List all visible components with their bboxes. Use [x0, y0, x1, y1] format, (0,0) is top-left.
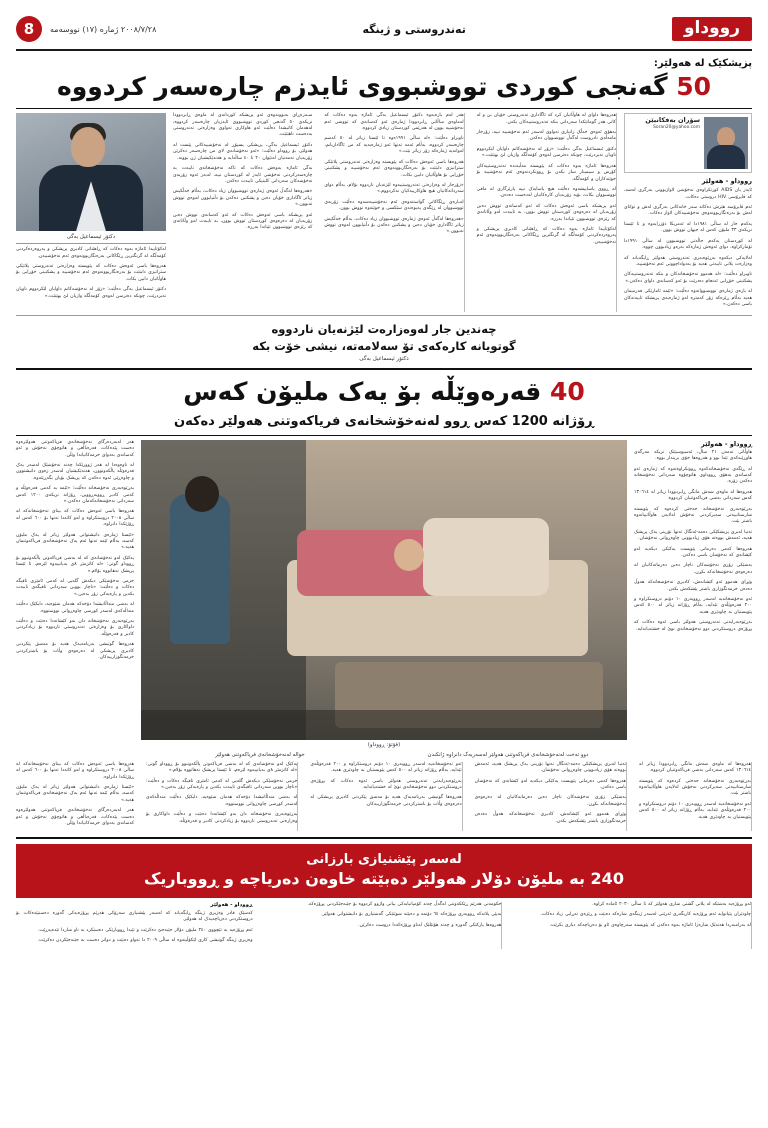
article-aids: [16, 58, 752, 370]
article3-banner-number: 240: [590, 869, 624, 889]
article2-lower-col-1: [16, 762, 134, 832]
article1-col4-text: هەروەها داوای لە هاوڵاتیان کرد کە ئاگاداری تەندروستی خۆیان بن و لە کاتی هەر گومانێکدا سەردانی بنکە تەندروستییەکان بکەن. بەهۆی ئەوەی خەڵک زانیاری تەواوی لەسەر ئەم نەخۆشییە نییە، زۆرجار مامەڵەی نادروست لەگەڵ تووشبووان دەکەن. دکتۆر ئیسماعیل بەگی دەڵێت: «زۆر لە نەخۆشەکانم داوایان لێکردووم ناویان نەبردرێت، چونکە دەترسن لەوەی کۆمەڵگە وازیان لێ بهێنێت.» هەروەها ئاماژە بەوە دەکات کە پێویستە مەڵبەندە تەندروستییەکان کۆرس و سیمینار ساز بکەن بۆ ڕوونکردنەوەی ئەم نەخۆشییە بۆ خوێندکاران و کۆمەڵگە. لە ڕووی یاساییشەوە دەڵێت هیچ یاسایەک نییە پارێزگاری لە مافی تووشبووان بکات، بۆیە زۆربەیان کارەکانیان لەدەست دەدەن. ئەو پزیشکە باسی ئەوەش دەکات کە ئەو کەسانەی تووش دەبن زۆربەیان لە دەرەوەی کوردستان تووش بوون، بە تایبەت لەو وڵاتانەی کە رێژەی تووشبوون تێیاندا بەرزە. لەکۆتاییدا ئاماژە بەوە دەکات کە ڕاهێنانی کادیری پزیشکی و پەروەردەکردنی کۆمەڵگە لە گرنگترین ڕێگاکانی بەرەنگاربوونەوەی ئەم نەخۆشییەن.: [476, 113, 616, 245]
hospital-photo: [141, 440, 627, 740]
article1-column-2: [173, 113, 312, 312]
article2-lower-col2-text: یەکێک لەو نەخۆشانەی کە لە بەشی فریاکەوتن پاڵکەوتبوو بۆ ڕووداو گوتی: «لە کاتژمێر ٨ی بەیانییەوە لێرەم، تا ئێستا پزیشک نەهاتووە بۆلام.» خزمی نەخۆشێکی دیکەش گلەیی لە کەمی ئامێری تاقیگە دەکات و دەڵێت: «ناچار بووین سەردانی تاقیگەی تایبەت بکەین و پارەیەکی زۆر بدەین.» لە بەشی منداڵانیشدا دۆخەکە هەمان شێوەیە، دایکێک دەڵێت منداڵەکەی لەسەر کورسی چاوەڕوانی نووستووە. بەڕێوەبەری نەخۆشخانە دان بەو کێشانەدا دەنێت و دەڵێت داواکاری بۆ وەزارەتی تەندروستی ناردووە بۆ زیادکردنی کادیر و قەرەوێڵە.: [146, 761, 298, 824]
divider: [16, 243, 166, 244]
page-number: 8: [16, 16, 42, 42]
article2-headline: [16, 376, 752, 407]
article1-body: [16, 113, 752, 312]
article2-subheadline: ڕۆژانە 1200 کەس ڕوو لەنەخۆشخانەی فریاکەوتنی هەولێر دەکەن: [173, 413, 595, 429]
article3-col1-text: کەسێک قادر وەزیری ژینگە ڕایگەیاند کە لەسەر پێشنیازی سەرۆکی هەرێم پڕۆژەیەکی گەورە دەستپێدەکات بۆ دروستکردنی دەریاچەیەک لە هەولێر. ئەم پڕۆژەیە بە تێچووی ٢٤٠ ملیۆن دۆلار جێبەجێ دەکرێت و تێیدا ڕووبارێکی دەستکرد بە ناو شاردا تێدەپەڕێت. وەزیری ژینگە گوتیشی کاری لێکۆڵینەوە لە ساڵی ٢٠٠٩ دا تەواو دەبێت و دواتر دەست بە جێبەجێکردن دەکرێت.: [15, 911, 253, 944]
author-box: [624, 113, 752, 173]
article2-top: [16, 440, 752, 748]
pullquote-source: دکتۆر ئیسماعیل بەگی: [359, 356, 409, 363]
article3-col3-text: ئەو پڕۆژەیە بەشێکە لە پلانی گشتی شاری هەولێر کە تا ساڵی ٢٠٣٠ ئامادە کراوە. چاودێران پێیانوایە ئەم پڕۆژەیە کاریگەری ئەرێنی لەسەر ژینگەی شارەکە دەبێت و ڕێژەی تەڕایی زیاد دەکات. لە بەرامبەردا هەندێک شارەزا ئاماژە بەوە دەکەن کە پێویستە سەرچاوەی ئاو بۆ دەریاچەکە دیاری بکرێت.: [540, 902, 751, 928]
article1-headline: [16, 71, 752, 102]
article3-col2-text: حکومەتی هەرێم ڕێککەوتنی لەگەڵ چەند کۆمپانیایەکی بیانی واژوو کردووە بۆ جێبەجێکردنی پڕۆژەکە. بەپێی پلانەکە ڕووبەری پڕۆژەکە ٦٤ دۆنمە و دەبێتە شوێنێکی گەشتیاری بۆ دانیشتوانی هەولێر. هەروەها پارکێکی گەورە و چەند هۆتێلێک لەناو پڕۆژەکەدا دروست دەکرێن.: [307, 902, 502, 928]
article-hospital: [16, 376, 752, 831]
article3-banner-headline-text: بە ملیۆن دۆلار هەولێر دەبێتە خاوەن دەریاچە و ڕووباریک: [144, 869, 585, 889]
masthead-right: [16, 16, 156, 42]
article3-column-2: [260, 902, 503, 949]
newspaper-logo: رووداو: [672, 17, 752, 41]
article1-headline-text: گەنجی کوردی تووشبووی ئایدزم چارەسەر کردووە: [56, 72, 668, 101]
article2-byline: ڕووداو - هەولێر: [701, 439, 752, 448]
article2-photo-wrap: [141, 440, 627, 748]
article1-col2-text: سـەرەڕای بەبوونەوەی ئەو پزیشکە کوردانەی لە ماوەی ڕابردوودا نزیکەی ٥٠ گەنجی کوردی تووشبووی ئایدزیان چارەسەر کردووە، لەهەمان کاتیشدا دەڵێت ئەو هاوکاری تەواوی وەزارەتی تەندروستی بەدەست ناهێنێت. دکتۆر ئیسماعیل بەگی، پزیشکی پسپۆڕ لە نەخۆشییەکانی پێست لە هەولێر، بۆ رووداو دەڵێت: «ئەو نەخۆشانەی لای من چارەسەر دەکرێن زۆربەیان تەمەنیان لەنێوان ٢٠ تا ٤٠ ساڵدایە و هەندێکیشیان ژن بوونە. بەگی ئاماژە بەوەش دەکات کە تاکە نەخۆشخانەی تایبەت بە چارەسەرکردنی نەخۆشی ئایدز لە کوردستان نییە، لەبەر ئەوە زۆربەی نەخۆشەکان سەردانی کلینیکی تایبەت دەکەن. «هەروەها لەگەڵ ئەوەی ژمارەی تووشبووان زیاد دەکات، بەڵام خەڵکیش زیاتر ئاگاداری خۆیان دەبن و پشکنین دەکەن بۆ دڵنیابوون لەوەی تووش نەبوون.» ئەو پزیشکە باسی ئەوەش دەکات کە ئەو کەسانەی تووش دەبن زۆربەیان لە دەرەوەی کوردستان تووش بوون، بە تایبەت لەو وڵاتانەی کە رێژەی تووشبوون تێیاندا بەرزە.: [173, 113, 313, 231]
article2-lower-col3-text: ئەو نەخۆشخانەیە لەسەر ڕووبەری ١٠ دۆنم دروستکراوە و ٢٠٠ قەرەوێڵەی تێدایە، بەڵام ڕۆژانە زیاتر لە ٥٠٠ کەس پێویستیان بە چاودێری هەیە. بەڕێوەبەرایەتی تەندروستی هەولێر باسی ئەوە دەکات کە پڕۆژەی دروستکردنی دوو نەخۆشخانەی نوێ لە خشتەیاندایە. هەروەها گوتیشی بەرنامەیەک هەیە بۆ مەشق پێکردنی کادیری پزیشکی لە دەرەوەی وڵات بۆ باشترکردنی خزمەتگوزارییەکان.: [310, 761, 462, 807]
hospital-caption-2: دوو تەخت لەنەخۆشخانەی فریاکەوتنی هەولێر لەسەریەک دانراوە ژانکندن: [427, 751, 589, 758]
article1-middle-columns: [173, 113, 617, 312]
article2-col1-text: هەر لەبەردەرگای نەخۆشخانەی فریاکەوتنی هەولێرەوە دەست پێدەکات، قەرەباڵغی و هاتوچۆی نەخۆش و ئەو کەسانەی بەدوای خزمەکانیاندا وێڵن. لە ناوەوەدا لە هەر ژوورێکدا چەند نەخۆشێک لەسەر یەک قەرەوێڵە پاڵکەوتوون، هەندێکیشیان لەسەر زەوی دانیشتوون و چاوەڕێی ئەوە دەکەن کە پزیشک بۆیان بگەڕێتەوە. بەڕێوەبەری نەخۆشخانە دەڵێت: «ئێمە بە کەمی قەرەوێڵە و کەمی کادیر ڕووبەڕووین، ڕۆژانە نزیکەی ١٢٠٠ کەس سەردانی نەخۆشخانەکەمان دەکەن.» هەروەها باسی ئەوەش دەکات کە بینای نەخۆشخانەکە لە ساڵی ٢٠٠٨ دروستکراوە و لەو کاتەدا تەنها بۆ ٦٠٠ کەس لە ڕۆژێکدا دانراوە. «ئێستا ژمارەی دانیشتوانی هەولێر زیاتر لە یەک ملیۆن کەسە، بەڵام ئێمە تەنها ئەم یەک نەخۆشخانەی فریاکەوتنمان هەیە.» یەکێک لەو نەخۆشانەی کە لە بەشی فریاکەوتن پاڵکەوتبوو بۆ ڕووداو گوتی: «لە کاتژمێر ٨ی بەیانییەوە لێرەم، تا ئێستا پزیشک نەهاتووە بۆلام.» خزمی نەخۆشێکی دیکەش گلەیی لە کەمی ئامێری تاقیگە دەکات و دەڵێت: «ناچار بووین سەردانی تاقیگەی تایبەت بکەین و پارەیەکی زۆر بدەین.» لە بەشی منداڵانیشدا دۆخەکە هەمان شێوەیە، دایکێک دەڵێت منداڵەکەی لەسەر کورسی چاوەڕوانی نووستووە. بەڕێوەبەری نەخۆشخانە دان بەو کێشانەدا دەنێت و دەڵێت داواکاری بۆ وەزارەتی تەندروستی ناردووە بۆ زیادکردنی کادیر و قەرەوێڵە. هەروەها گوتیشی بەرنامەیەک هەیە بۆ مەشق پێکردنی کادیری پزیشکی لە دەرەوەی وڵات بۆ باشترکردنی خزمەتگوزارییەکان.: [16, 439, 135, 661]
author-name: سۆران بەفکانبێن: [645, 116, 700, 125]
hospital-caption-1: خوالە لەنەخۆشخانەی فریاکەوتنی هەولێر: [215, 751, 305, 758]
article3-byline: ڕووداو - هەولێر: [210, 902, 253, 909]
article3-banner-kicker: لەسەر پێشنیازی بارزانی: [306, 852, 462, 868]
doctor-photo-caption: دکتۆر ئیسماعیل بەگی: [66, 234, 116, 241]
article2-lower-col5-text: هەروەها لە ماوەی شەش مانگی ڕابردوودا زیاتر لە ١٣٠٦١٤ کەس سەردانی بەشی فریاکەوتنیان کردووە. بەڕێوەبەری نەخۆشخانە جەختی کردەوە کە پێویستە شارستانییەتی سەیرکردنی نەخۆش لەلایەن هاوڵاتییانەوە باشتر بێت. ئەو نەخۆشخانەیە لەسەر ڕووبەری ١٠ دۆنم دروستکراوە و ٢٠٠ قەرەوێڵەی تێدایە، بەڵام ڕۆژانە زیاتر لە ٥٠٠ کەس پێویستیان بە چاودێری هەیە.: [639, 761, 752, 820]
article1-column-3: [319, 113, 464, 312]
author-photo: [704, 117, 748, 169]
article2-col5-text: هاوڵاتی تەمەن ٢١ ساڵ، ئەسیوسیێتک نزیکە مەرگەی هاوڕێیەکەی تێدا بوو و هەروەها خۆی بریندار بووە. لە ڕێگەی نەخۆشخانەکەوە ڕوونکراوەتەوە کە ژمارەی ئەو کەسانەی بەهۆی ڕووداوی هاتوچۆوە سەردانی نەخۆشخانە دەکەن زۆرە. هەروەها لە ماوەی شەش مانگی ڕابردوودا زیاتر لە ١٣٠٦١٤ کەس سەردانی بەشی فریاکەوتنیان کردووە. بەڕێوەبەری نەخۆشخانە جەختی کردەوە کە پێویستە شارستانییەتی سەیرکردنی نەخۆش لەلایەن هاوڵاتییانەوە باشتر بێت. تەنیا لەبری پزیشکێکی دەمە-ئەنگال تەنها نۆرینی یەک پزیشک هەیە، ئەمەش بووەتە هۆی زیادبوونی چاوەڕوانی نەخۆشان. هەروەها کەمی دەرمانی پێویست یەکێکی دیکەیە لەو کێشانەی کە نەخۆشان باسی دەکەن. بەشێکی زۆری نەخۆشەکان ناچار دەبن دەرمانەکانیان لە دەرەوەی نەخۆشخانەکە بکڕن. وێڕای هەموو ئەو کێشانەش، کادیری نەخۆشخانەکە هەوڵ دەدەن خزمەتگوزاری باشتر پێشکەش بکەن. ئەو نەخۆشخانەیە لەسەر ڕووبەری ١٠ دۆنم دروستکراوە و ٢٠٠ قەرەوێڵەی تێدایە، بەڵام ڕۆژانە زیاتر لە ٥٠٠ کەس پێویستیان بە چاودێری هەیە. بەڕێوەبەرایەتی تەندروستی هەولێر باسی ئەوە دەکات کە پڕۆژەی دروستکردنی دوو نەخۆشخانەی نوێ لە خشتەیاندایە.: [634, 449, 753, 632]
divider: [16, 368, 752, 370]
article2-lower-col-5: [634, 762, 752, 832]
author-email: Soran20@yahoo.com: [653, 125, 700, 131]
pullquote-line2: گوتویانە کارەکەی تۆ سەلامەتە، نیشی خۆت بکە: [252, 339, 516, 354]
article1-column-5: [624, 113, 752, 312]
article2-column-right: [634, 440, 752, 748]
article3-banner: [16, 844, 752, 898]
section-title: تەندروستی و ژینگە: [362, 22, 466, 36]
article3-column-1: [16, 902, 253, 949]
article2-headline-number: 40: [550, 377, 585, 407]
doctor-photo: [16, 113, 166, 231]
issue-info: ٢٠٠٨/٧/٢٨ ژمارە (١٧) نووسەمە: [50, 24, 157, 34]
article-lake-project: [16, 837, 752, 948]
divider: [16, 315, 752, 316]
pullquote-line1: چەندین جار لەوەزارەت لێژنەیان ناردووە: [271, 322, 497, 337]
article2-lower-col-3: [305, 762, 462, 832]
article2-headline-text: قەرەوێڵە بۆ یەک ملیۆن کەس: [183, 377, 542, 407]
article1-col5-text: ئایدز یان AIDS کورتکراوەی نەخۆشی لاوازبوونی بەرگری لەشە، کە ڤایرۆسی HIV دروستی دەکات. ئەم ڤایرۆسە هێرش دەکاتە سەر خانەکانی بەرگری لەش و توانای لەش بۆ بەرەنگاربوونەوەی نەخۆشییەکان لاواز دەکات. یەکەم جار لە ساڵی ١٩٨١دا لە ئەمریکا دۆزرایەوە و تا ئێستا نزیکەی ٣٣ ملیۆن کەس لە جیهان تووش بوون. لە کوردستان یەکەم حاڵەتی تووشبوون لە ساڵی ١٩٩١دا تۆمارکراوە، دوای ئەوەش ژمارەکە بەرەو زیادبوون چووە. لەلایەکی دیکەوە بەڕێوەبەری تەندروستی هەولێر ڕایگەیاند کە وەزارەت پلانی تایبەتی هەیە بۆ بەدواداچوونی ئەم نەخۆشییە. ناوبراو دەڵێت: «لە هەموو نەخۆشخانەکان و بنکە تەندروستییەکان پشکنینی خۆڕایی ئەنجام دەدرێت بۆ ئەو کەسانەی داوای دەکەن.» لە بارەی ژمارەی تووشبووانەوە دەڵێت: «ئێمە ئامارێکی فەرمیمان هەیە بەڵام ڕێژەکە زۆر کەمترە لەو ژمارەیەی پزیشکە تایبەتەکان باسی دەکەن.»: [624, 188, 753, 307]
article3-columns: [16, 902, 752, 949]
article2-lower-col4-text: تەنیا لەبری پزیشکێکی دەمە-ئەنگال تەنها نۆرینی یەک پزیشک هەیە، ئەمەش بووەتە هۆی زیادبوونی چاوەڕوانی نەخۆشان. هەروەها کەمی دەرمانی پێویست یەکێکی دیکەیە لەو کێشانەی کە نەخۆشان باسی دەکەن. بەشێکی زۆری نەخۆشەکان ناچار دەبن دەرمانەکانیان لە دەرەوەی نەخۆشخانەکە بکڕن. وێڕای هەموو ئەو کێشانەش، کادیری نەخۆشخانەکە هەوڵ دەدەن خزمەتگوزاری باشتر پێشکەش بکەن.: [474, 761, 626, 824]
article1-column-1: [16, 113, 166, 312]
article1-byline: رووداو - هەولێر: [701, 177, 752, 186]
author-meta: [645, 117, 700, 131]
article1-kicker: پزیشکێک لە هەولێر:: [653, 58, 752, 69]
divider: [16, 435, 752, 436]
article2-lower-col-2: [141, 762, 298, 832]
article1-col3-text: هەر لەم بارەیەوە دکتۆر ئیسماعیل بەگی ئاماژە بەوە دەکات کە لەماوەی ساڵانی ڕابردوودا ژمارەی ئەو کەسانەی کە تووشی ئەم نەخۆشییە بوون لە هەرێمی کوردستان زیادی کردووە. ناوبراو دەڵێت: «لە ساڵی ١٩٩١ەوە تا ئێستا زیاتر لە ٥٠ کەسم چارەسەر کردووە، بەڵام ئەمە تەنها ئەو ژمارەیەیە کە من ئاگاداریانم، لەوانەیە ژمارەکە زۆر زیاتر بێت.» هەروەها باسی ئەوەش دەکات کە پێویستە وەزارەتی تەندروستی پلانێکی ستراتیژی دابنێت بۆ بەرەنگاربوونەوەی ئەم نەخۆشییە و پشکنینی خۆڕایی بۆ هاوڵاتیان دابین بکات. «زۆرجار لە وەزارەتی تەندروستییەوە لێژنەیان ناردووە بۆلام، بەڵام دوای سەردانەکانیان هیچ هاوکارییەکیان نەکردووم.» لەبارەی ڕێگاکانی گواستنەوەی ئەم نەخۆشییەشەوە دەڵێت زۆربەی تووشبووان لە ڕێگەی پەیوەندی سێکسی و خوێنەوە تووش بوون. «هەروەها لەگەڵ ئەوەی ژمارەی تووشبووان زیاد دەکات، بەڵام خەڵکیش زیاتر ئاگاداری خۆیان دەبن و پشکنین دەکەن بۆ دڵنیابوون لەوەی تووش نەبوون.»: [324, 113, 464, 235]
article2-lower-col-4: [470, 762, 627, 832]
article2-column-left: [16, 440, 134, 748]
article2-lower-col1-text: هەروەها باسی ئەوەش دەکات کە بینای نەخۆشخانەکە لە ساڵی ٢٠٠٨ دروستکراوە و لەو کاتەدا تەنها بۆ ٦٠٠ کەس لە ڕۆژێکدا دانراوە. «ئێستا ژمارەی دانیشتوانی هەولێر زیاتر لە یەک ملیۆن کەسە، بەڵام ئێمە تەنها ئەم یەک نەخۆشخانەی فریاکەوتنمان هەیە.» هەر لەبەردەرگای نەخۆشخانەی فریاکەوتنی هەولێرەوە دەست پێدەکات، قەرەباڵغی و هاتوچۆی نەخۆش و ئەو کەسانەی بەدوای خزمەکانیاندا وێڵن.: [16, 761, 135, 826]
article3-banner-headline: [24, 869, 744, 890]
article2-captions: [16, 750, 752, 758]
hospital-photo-caption: (فۆتۆ: ڕووداو): [367, 741, 401, 748]
article2-lower-columns: [16, 762, 752, 832]
masthead: [16, 14, 752, 51]
article1-headline-number: 50: [676, 72, 712, 101]
divider: [16, 108, 752, 109]
article3-column-3: [509, 902, 752, 949]
article3-banner-wrap: [16, 844, 752, 948]
article1-col1-text: لەکۆتاییدا ئاماژە بەوە دەکات کە ڕاهێنانی کادیری پزیشکی و پەروەردەکردنی کۆمەڵگە لە گرنگترین ڕێگاکانی بەرەنگاربوونەوەی ئەم نەخۆشییەن. هەروەها باسی ئەوەش دەکات کە پێویستە وەزارەتی تەندروستی پلانێکی ستراتیژی دابنێت بۆ بەرەنگاربوونەوەی ئەم نەخۆشییە و پشکنینی خۆڕایی بۆ هاوڵاتیان دابین بکات. دکتۆر ئیسماعیل بەگی دەڵێت: «زۆر لە نەخۆشەکانم داوایان لێکردووم ناویان نەبردرێت، چونکە دەترسن لەوەی کۆمەڵگە وازیان لێ بهێنێت.»: [16, 247, 166, 299]
article1-pullquote: [16, 315, 752, 370]
article1-column-4: [472, 113, 617, 312]
